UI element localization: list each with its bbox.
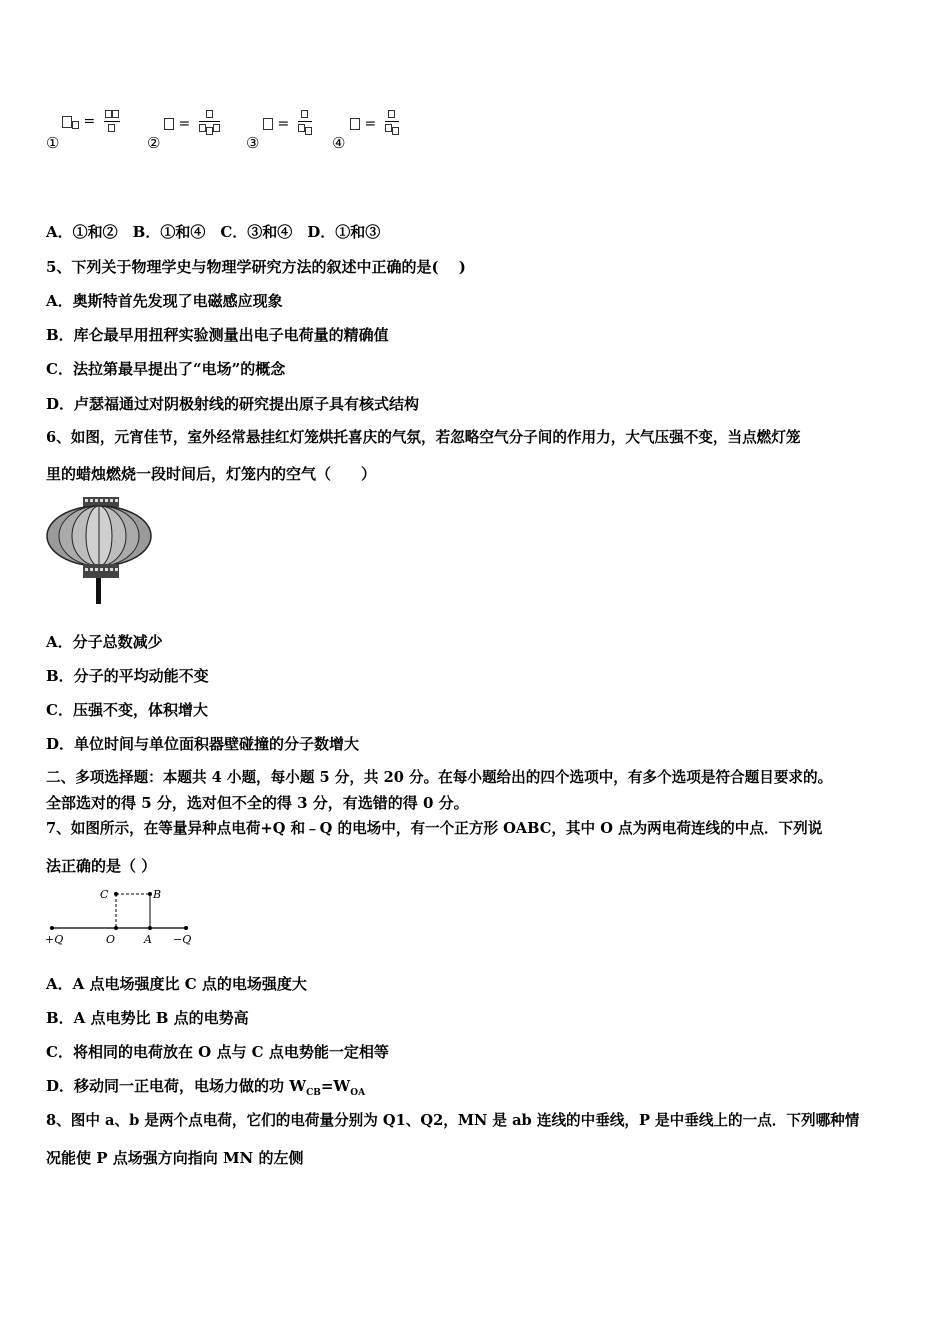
q4-options: A．①和② B．①和④ C．③和④ D．①和③ bbox=[46, 223, 381, 241]
point-a-dot bbox=[148, 926, 152, 930]
q5-option-d: D．卢瑟福通过对阴极射线的研究提出原子具有核式结构 bbox=[46, 395, 420, 413]
formula-4: = bbox=[350, 108, 399, 140]
lantern-figure bbox=[44, 496, 154, 608]
label-a: A bbox=[144, 933, 152, 946]
formula-2-mark: ② bbox=[147, 134, 161, 152]
section2-line2: 全部选对的得 5 分，选对但不全的得 3 分，有选错的得 0 分。 bbox=[46, 794, 469, 812]
plus-q-dot bbox=[50, 926, 54, 930]
q5-option-a: A．奥斯特首先发现了电磁感应现象 bbox=[46, 292, 283, 310]
q7-option-d-mid: =W bbox=[320, 1077, 351, 1095]
q8-stem-line2: 况能使 P 点场强方向指向 MN 的左侧 bbox=[46, 1149, 304, 1167]
minus-q-dot bbox=[184, 926, 188, 930]
q5-option-c: C．法拉第最早提出了“电场”的概念 bbox=[46, 360, 286, 378]
formula-1: = bbox=[62, 108, 120, 135]
formula-3: = bbox=[263, 108, 312, 140]
charge-square-figure bbox=[44, 884, 194, 950]
q7-stem-line2: 法正确的是（ ） bbox=[46, 857, 157, 875]
q6-option-a: A．分子总数减少 bbox=[46, 633, 163, 651]
q7-stem-line1: 7、如图所示，在等量异种点电荷+Q 和﹣Q 的电场中，有一个正方形 OABC，其中 O 点为两电荷连线的中点．下列说 bbox=[46, 820, 823, 837]
label-plus-q: +Q bbox=[45, 933, 64, 946]
q7-option-d bbox=[46, 1076, 365, 1103]
point-b-dot bbox=[148, 892, 152, 896]
q5-stem: 5、下列关于物理学史与物理学研究方法的叙述中正确的是( ) bbox=[46, 258, 466, 276]
q6-option-d: D．单位时间与单位面积器壁碰撞的分子数增大 bbox=[46, 735, 360, 753]
label-c: C bbox=[100, 888, 109, 901]
point-c-dot bbox=[114, 892, 118, 896]
q6-stem-line1: 6、如图，元宵佳节，室外经常悬挂红灯笼烘托喜庆的气氛，若忽略空气分子间的作用力，大气压强不变，当点燃灯笼 bbox=[46, 429, 801, 446]
q5-option-b: B．库仑最早用扭秤实验测量出电子电荷量的精确值 bbox=[46, 326, 389, 344]
q7-option-d-sub2: OA bbox=[350, 1088, 366, 1098]
q6-stem-line2: 里的蜡烛燃烧一段时间后，灯笼内的空气（ ） bbox=[46, 465, 377, 483]
q6-option-b: B．分子的平均动能不变 bbox=[46, 667, 209, 685]
q6-option-c: C．压强不变，体积增大 bbox=[46, 701, 208, 719]
formula-2: = bbox=[164, 108, 220, 140]
q8-stem-line1: 8、图中 a、b 是两个点电荷，它们的电荷量分别为 Q1、Q2，MN 是 ab 连线的中垂线，P 是中垂线上的一点．下列哪种情 bbox=[46, 1112, 860, 1129]
formula-3-mark: ③ bbox=[246, 134, 260, 152]
q7-option-d-prefix: D．移动同一正电荷，电场力做的功 W bbox=[46, 1077, 307, 1095]
label-minus-q: −Q bbox=[173, 933, 192, 946]
point-o-dot bbox=[114, 926, 118, 930]
q7-option-d-sub1: CB bbox=[306, 1088, 321, 1098]
formula-4-mark: ④ bbox=[332, 134, 346, 152]
q7-option-b: B．A 点电势比 B 点的电势高 bbox=[46, 1009, 249, 1027]
label-o: O bbox=[106, 933, 116, 946]
formula-1-mark: ① bbox=[46, 134, 60, 152]
label-b: B bbox=[153, 888, 162, 901]
q7-option-c: C．将相同的电荷放在 O 点与 C 点电势能一定相等 bbox=[46, 1043, 389, 1061]
q7-option-a: A．A 点电场强度比 C 点的电场强度大 bbox=[46, 975, 307, 993]
lantern-tassel bbox=[96, 578, 101, 604]
section2-line1: 二、多项选择题：本题共 4 小题，每小题 5 分，共 20 分。在每小题给出的四个选项中，有多个选项是符合题目要求的。 bbox=[46, 769, 833, 786]
